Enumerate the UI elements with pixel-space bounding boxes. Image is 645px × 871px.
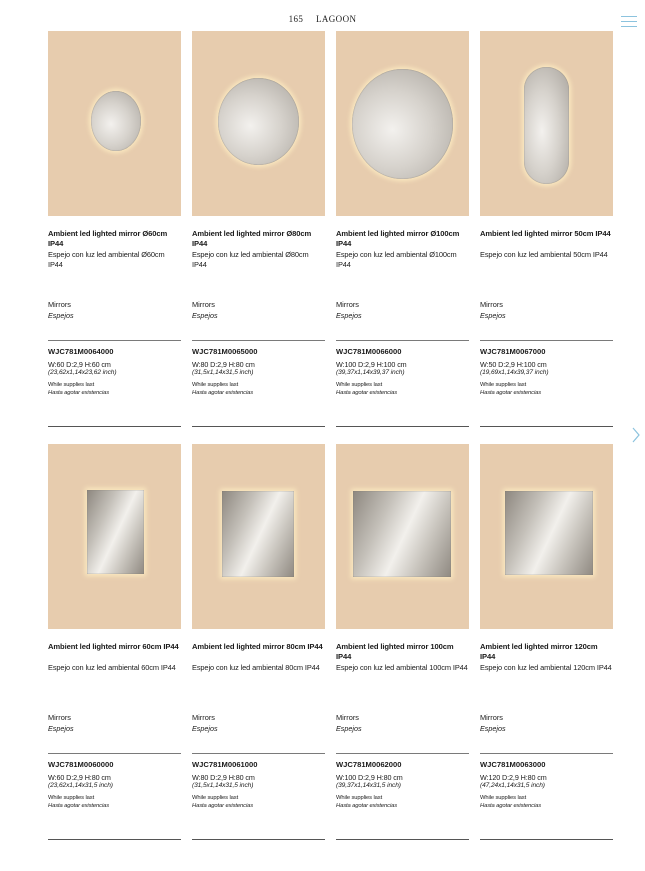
product-photo xyxy=(336,444,469,629)
stock-note-es: Hasta agotar existencias xyxy=(336,803,398,809)
product-card[interactable] xyxy=(48,31,181,421)
product-subtitle: Espejo con luz led ambiental 60cm IP44 xyxy=(48,663,176,672)
divider xyxy=(336,426,469,427)
stock-note: While supplies last xyxy=(48,382,95,388)
rectangular-mirror xyxy=(505,491,593,575)
rectangular-mirror xyxy=(222,491,294,577)
product-dimensions-inch: (39,37x1,14x39,37 inch) xyxy=(336,369,405,376)
product-code: WJC781M0065000 xyxy=(192,347,258,356)
product-title: Ambient led lighted mirror 50cm IP44 xyxy=(480,229,611,238)
page-number: 165 xyxy=(288,14,304,24)
divider xyxy=(336,753,469,754)
product-dimensions: W:80 D:2,9 H:80 cm xyxy=(192,360,255,369)
page-header xyxy=(0,14,645,24)
stock-note-es: Hasta agotar existencias xyxy=(480,390,542,396)
product-category-es: Espejos xyxy=(336,724,362,733)
product-code: WJC781M0067000 xyxy=(480,347,546,356)
stock-note-es: Hasta agotar existencias xyxy=(48,390,110,396)
product-dimensions-inch: (39,37x1,14x31,5 inch) xyxy=(336,782,401,789)
product-category: Mirrors xyxy=(480,300,503,309)
product-card[interactable] xyxy=(480,444,613,834)
product-code: WJC781M0066000 xyxy=(336,347,402,356)
product-card[interactable] xyxy=(192,31,325,421)
product-category: Mirrors xyxy=(48,713,71,722)
product-category: Mirrors xyxy=(192,300,215,309)
product-code: WJC781M0061000 xyxy=(192,760,258,769)
product-title: Ambient led lighted mirror Ø100cm IP44 xyxy=(336,229,460,248)
stock-note-es: Hasta agotar existencias xyxy=(48,803,110,809)
product-dimensions: W:60 D:2,9 H:80 cm xyxy=(48,773,111,782)
chevron-right-icon[interactable] xyxy=(631,427,641,443)
stock-note: While supplies last xyxy=(192,382,239,388)
stock-note-es: Hasta agotar existencias xyxy=(480,803,542,809)
stock-note: While supplies last xyxy=(336,795,383,801)
stock-note-es: Hasta agotar existencias xyxy=(192,803,254,809)
product-subtitle: Espejo con luz led ambiental 80cm IP44 xyxy=(192,663,320,672)
oval-mirror xyxy=(524,67,569,184)
product-dimensions-inch: (31,5x1,14x31,5 inch) xyxy=(192,782,254,789)
product-title: Ambient led lighted mirror Ø60cm IP44 xyxy=(48,229,168,248)
divider xyxy=(480,340,613,341)
product-subtitle: Espejo con luz led ambiental 120cm IP44 xyxy=(480,663,612,672)
product-code: WJC781M0062000 xyxy=(336,760,402,769)
product-category-es: Espejos xyxy=(480,724,506,733)
collection-title: LAGOON xyxy=(315,14,357,24)
product-dimensions-inch: (47,24x1,14x31,5 inch) xyxy=(480,782,545,789)
product-subtitle: Espejo con luz led ambiental 50cm IP44 xyxy=(480,250,608,259)
product-category-es: Espejos xyxy=(192,724,218,733)
divider xyxy=(192,340,325,341)
product-card[interactable] xyxy=(480,31,613,421)
product-subtitle: Espejo con luz led ambiental Ø60cm IP44 xyxy=(48,250,165,269)
menu-icon[interactable] xyxy=(621,16,637,30)
product-title: Ambient led lighted mirror 80cm IP44 xyxy=(192,642,323,651)
stock-note: While supplies last xyxy=(336,382,383,388)
stock-note: While supplies last xyxy=(192,795,239,801)
divider xyxy=(192,753,325,754)
product-photo xyxy=(336,31,469,216)
divider xyxy=(480,426,613,427)
product-code: WJC781M0064000 xyxy=(48,347,114,356)
product-category: Mirrors xyxy=(192,713,215,722)
stock-note: While supplies last xyxy=(480,382,527,388)
stock-note-es: Hasta agotar existencias xyxy=(192,390,254,396)
product-category: Mirrors xyxy=(480,713,503,722)
product-photo xyxy=(480,444,613,629)
divider xyxy=(48,839,181,840)
stock-note: While supplies last xyxy=(480,795,527,801)
product-photo xyxy=(192,444,325,629)
product-dimensions: W:60 D:2,9 H:60 cm xyxy=(48,360,111,369)
product-category-es: Espejos xyxy=(336,311,362,320)
product-category-es: Espejos xyxy=(480,311,506,320)
product-photo xyxy=(192,31,325,216)
product-dimensions-inch: (19,69x1,14x39,37 inch) xyxy=(480,369,549,376)
stock-note: While supplies last xyxy=(48,795,95,801)
product-title: Ambient led lighted mirror 60cm IP44 xyxy=(48,642,179,651)
divider xyxy=(192,839,325,840)
stock-note-es: Hasta agotar existencias xyxy=(336,390,398,396)
rectangular-mirror xyxy=(353,491,451,577)
product-photo xyxy=(480,31,613,216)
round-mirror xyxy=(218,78,299,165)
round-mirror xyxy=(91,91,141,151)
product-title: Ambient led lighted mirror Ø80cm IP44 xyxy=(192,229,312,248)
divider xyxy=(48,340,181,341)
product-dimensions: W:100 D:2,9 H:80 cm xyxy=(336,773,403,782)
product-dimensions-inch: (23,62x1,14x31,5 inch) xyxy=(48,782,113,789)
product-subtitle: Espejo con luz led ambiental Ø80cm IP44 xyxy=(192,250,309,269)
divider xyxy=(48,426,181,427)
divider xyxy=(336,839,469,840)
product-photo xyxy=(48,444,181,629)
product-subtitle: Espejo con luz led ambiental 100cm IP44 xyxy=(336,663,468,672)
divider xyxy=(480,753,613,754)
divider xyxy=(48,753,181,754)
product-category: Mirrors xyxy=(336,300,359,309)
product-category-es: Espejos xyxy=(48,311,74,320)
product-subtitle: Espejo con luz led ambiental Ø100cm IP44 xyxy=(336,250,457,269)
rectangular-mirror xyxy=(87,490,144,574)
product-dimensions: W:80 D:2,9 H:80 cm xyxy=(192,773,255,782)
divider xyxy=(192,426,325,427)
product-category-es: Espejos xyxy=(192,311,218,320)
product-dimensions: W:120 D:2,9 H:80 cm xyxy=(480,773,547,782)
product-category: Mirrors xyxy=(48,300,71,309)
product-dimensions: W:100 D:2,9 H:100 cm xyxy=(336,360,407,369)
product-dimensions-inch: (31,5x1,14x31,5 inch) xyxy=(192,369,254,376)
product-code: WJC781M0060000 xyxy=(48,760,114,769)
product-title: Ambient led lighted mirror 120cm IP44 xyxy=(480,642,598,661)
product-dimensions: W:50 D:2,9 H:100 cm xyxy=(480,360,547,369)
divider xyxy=(480,839,613,840)
round-mirror xyxy=(352,69,453,179)
divider xyxy=(336,340,469,341)
product-card[interactable] xyxy=(192,444,325,834)
product-title: Ambient led lighted mirror 100cm IP44 xyxy=(336,642,454,661)
product-card[interactable] xyxy=(336,444,469,834)
product-code: WJC781M0063000 xyxy=(480,760,546,769)
product-category: Mirrors xyxy=(336,713,359,722)
product-dimensions-inch: (23,62x1,14x23,62 inch) xyxy=(48,369,117,376)
product-card[interactable] xyxy=(336,31,469,421)
product-card[interactable] xyxy=(48,444,181,834)
product-category-es: Espejos xyxy=(48,724,74,733)
product-photo xyxy=(48,31,181,216)
